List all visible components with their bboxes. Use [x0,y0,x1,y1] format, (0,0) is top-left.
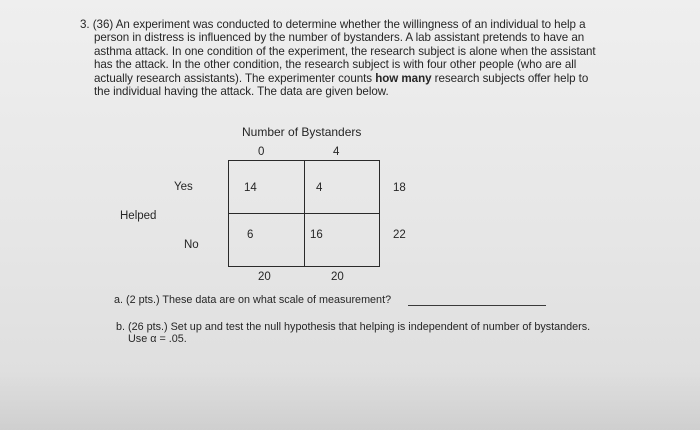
page-shadow [0,370,700,430]
column-total-4: 20 [331,271,344,283]
part-b-alpha-text: Use α = .05. [128,333,187,345]
question-line-5-start: actually research assistants). The experimenter counts [94,71,376,85]
cell-no-0: 6 [247,229,254,241]
question-line-4: has the attack. In the other condition, the research subject is with four other people (who are all [94,58,577,72]
column-header-4: 4 [333,146,340,158]
cell-yes-0: 14 [244,182,257,194]
row-total-yes: 18 [393,182,406,194]
row-label-no: No [184,239,199,251]
question-line-3: asthma attack. In one condition of the experiment, the research subject is alone when the assistant [94,44,596,58]
row-group-label-helped: Helped [120,210,157,222]
cell-no-4: 16 [310,229,323,241]
table-center-border [304,160,305,267]
emphasis-how-many: how many [375,71,432,85]
table-left-border [228,160,229,267]
cell-yes-4: 4 [316,182,323,194]
question-line-2: person in distress is influenced by the number of bystanders. A lab assistant pretends to have an [94,31,585,45]
question-line-5 [80,72,670,85]
question-text [80,18,670,98]
part-a-text: a. (2 pts.) These data are on what scale of measurement? [114,294,392,306]
column-header-0: 0 [258,146,265,158]
column-title: Number of Bystanders [242,125,362,139]
question-line-1: 3. (36) An experiment was conducted to determine whether the willingness of an individual to help a [80,18,586,31]
row-total-no: 22 [393,229,406,241]
row-label-yes: Yes [174,181,193,193]
question-line-5-end: research subjects offer help to [431,71,589,85]
part-b-text: b. (26 pts.) Set up and test the null hypothesis that helping is independent of number of bystanders. [116,321,591,333]
question-line-6: the individual having the attack. The data are given below. [94,85,389,99]
table-right-border [379,160,380,267]
part-a-answer-line [408,305,546,306]
column-total-0: 20 [258,271,271,283]
